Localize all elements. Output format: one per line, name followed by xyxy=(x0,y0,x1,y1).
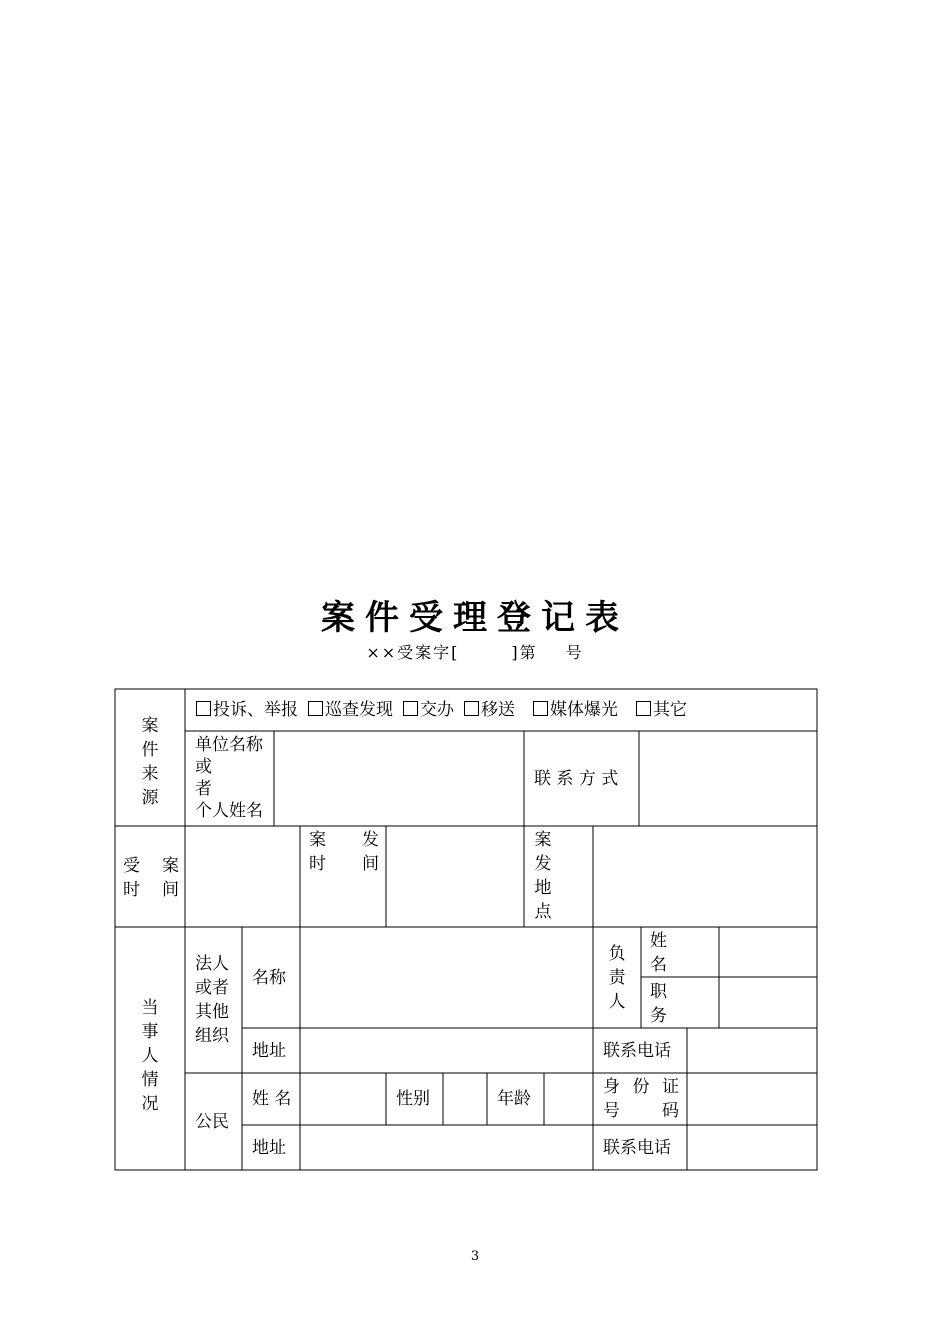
source-option-assigned[interactable]: 交办 xyxy=(403,700,454,720)
responsible-person-label: 负 责 人 xyxy=(608,944,626,1012)
gender-label: 性别 xyxy=(396,1089,430,1109)
checkbox-icon[interactable] xyxy=(196,701,211,716)
incident-place-label: 案 发 地 点 xyxy=(534,830,552,922)
unit-name-label: 单位名称 或 者 个人姓名 xyxy=(195,735,263,821)
org-name-label: 名称 xyxy=(252,968,286,988)
incident-time-label: 案 发 时 间 xyxy=(309,830,379,874)
source-option-complaint[interactable]: 投诉、举报 xyxy=(196,700,298,720)
source-option-other[interactable]: 其它 xyxy=(636,700,687,720)
id-number-label: 身 份 证 号 码 xyxy=(603,1077,679,1121)
resp-title-label: 职 务 xyxy=(650,982,667,1026)
checkbox-icon[interactable] xyxy=(403,701,418,716)
accept-time-label: 受 案 时 间 xyxy=(123,856,179,900)
resp-name-label: 姓 名 xyxy=(650,931,667,975)
source-option-inspection[interactable]: 巡查发现 xyxy=(308,700,393,720)
contact-label: 联 系 方 式 xyxy=(534,769,619,789)
citizen-phone-label: 联系电话 xyxy=(603,1138,671,1158)
citizen-address-label: 地址 xyxy=(252,1138,286,1158)
citizen-name-label: 姓 名 xyxy=(252,1089,292,1109)
form-title: 案件受理登记表 xyxy=(321,598,629,638)
citizen-label: 公民 xyxy=(195,1112,229,1132)
org-address-label: 地址 xyxy=(252,1041,286,1061)
case-number-middle: ]第 xyxy=(511,643,538,662)
checkbox-icon[interactable] xyxy=(464,701,479,716)
age-label: 年龄 xyxy=(497,1089,531,1109)
checkbox-icon[interactable] xyxy=(533,701,548,716)
legal-person-label: 法人 或者 其他 组织 xyxy=(195,954,229,1046)
case-number-suffix: 号 xyxy=(565,643,584,662)
source-option-transfer[interactable]: 移送 xyxy=(464,700,515,720)
org-phone-label: 联系电话 xyxy=(603,1041,671,1061)
source-options xyxy=(196,698,697,722)
case-number-prefix: ××受案字[ xyxy=(366,643,460,662)
source-option-media[interactable]: 媒体爆光 xyxy=(533,700,618,720)
case-source-label: 案 件 来 源 xyxy=(141,716,159,808)
checkbox-icon[interactable] xyxy=(308,701,323,716)
party-info-label: 当 事 人 情 况 xyxy=(141,998,159,1114)
checkbox-icon[interactable] xyxy=(636,701,651,716)
page-number: 3 xyxy=(470,1249,480,1264)
